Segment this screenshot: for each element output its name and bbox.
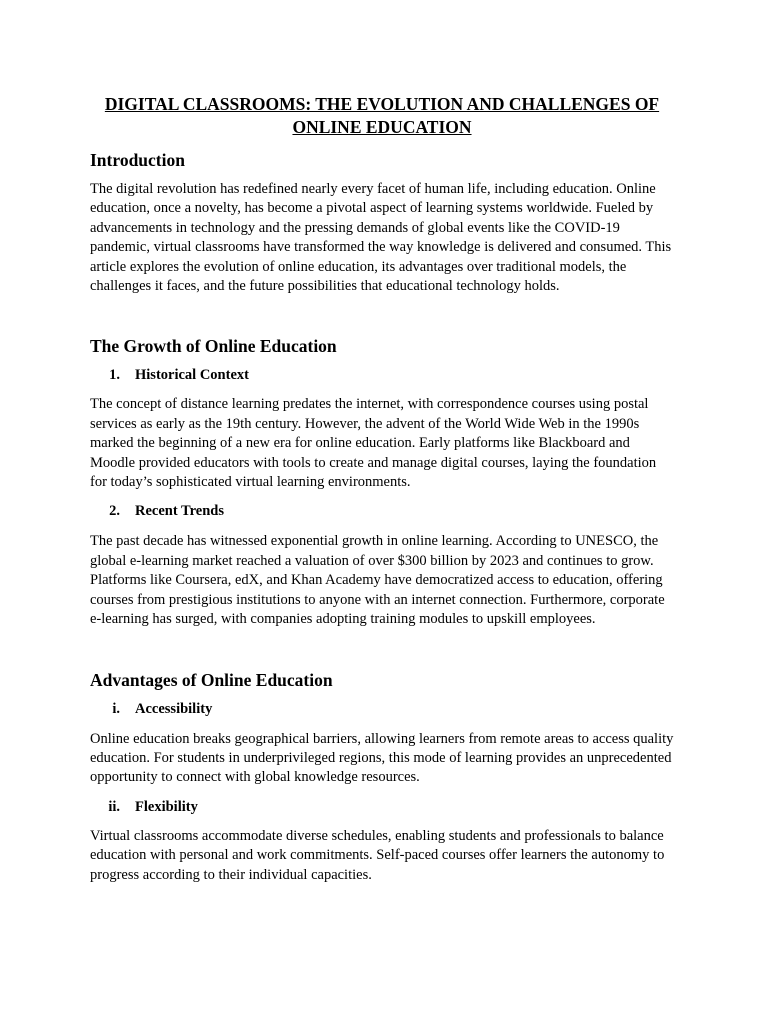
subsection-title: Flexibility (135, 798, 198, 815)
section-heading-introduction: Introduction (90, 150, 185, 170)
subsection-heading-recent-trends (90, 502, 674, 521)
subsection-title: Recent Trends (135, 503, 225, 520)
subsection-heading-flexibility (90, 798, 674, 817)
list-marker: 2. (109, 503, 120, 520)
list-marker: i. (112, 700, 120, 717)
subsection-heading-accessibility (90, 700, 674, 719)
list-marker: ii. (108, 798, 120, 815)
flexibility-paragraph: Virtual classrooms accommodate diverse schedules, enabling students and professionals to balance education with personal and work commitments. Self-paced courses offer learners the autonomy to progress according to their individual capacities. (90, 827, 665, 883)
section-heading-growth: The Growth of Online Education (90, 336, 337, 357)
section-heading-advantages: Advantages of Online Education (90, 669, 333, 690)
subsection-title: Accessibility (135, 700, 213, 717)
list-marker: 1. (109, 367, 120, 384)
document-title: DIGITAL CLASSROOMS: THE EVOLUTION AND CHALLENGES OF ONLINE EDUCATION (104, 94, 660, 137)
historical-context-paragraph: The concept of distance learning predates the internet, with correspondence courses using postal services as early as the 19th century. However, the advent of the World Wide Web in the 1990s marked the beginning of a new era for online education. Early platforms like Blackboard and Moodle provided educators with tools to create and manage digital courses, laying the foundation for today’s sophisticated virtual learning environments. (90, 396, 657, 491)
subsection-title: Historical Context (135, 367, 249, 384)
document-page (90, 93, 674, 885)
recent-trends-paragraph: The past decade has witnessed exponential growth in online learning. According to UNESCO, the global e-learning market reached a valuation of over $300 billion by 2023 and continues to grow. Platforms like Coursera, edX, and Khan Academy have democratized access to education, offering courses from prestigious institutions to anyone with an internet connection. Furthermore, corporate e-learning has surged, with companies adopting training modules to upskill employees. (90, 533, 665, 628)
accessibility-paragraph: Online education breaks geographical barriers, allowing learners from remote areas to access quality education. For students in underprivileged regions, this mode of learning provides an unprecedented opportunity to connect with global knowledge resources. (90, 730, 674, 786)
subsection-heading-historical-context (90, 366, 674, 385)
introduction-paragraph: The digital revolution has redefined nearly every facet of human life, including education. Online education, once a novelty, has become a pivotal aspect of learning systems worldwide. Fueled by advancements in technology and the pressing demands of global events like the COVID-19 pandemic, virtual classrooms have transformed the way knowledge is delivered and consumed. This article explores the evolution of online education, its advantages over traditional models, the challenges it faces, and the future possibilities that educational technology holds. (90, 181, 672, 295)
